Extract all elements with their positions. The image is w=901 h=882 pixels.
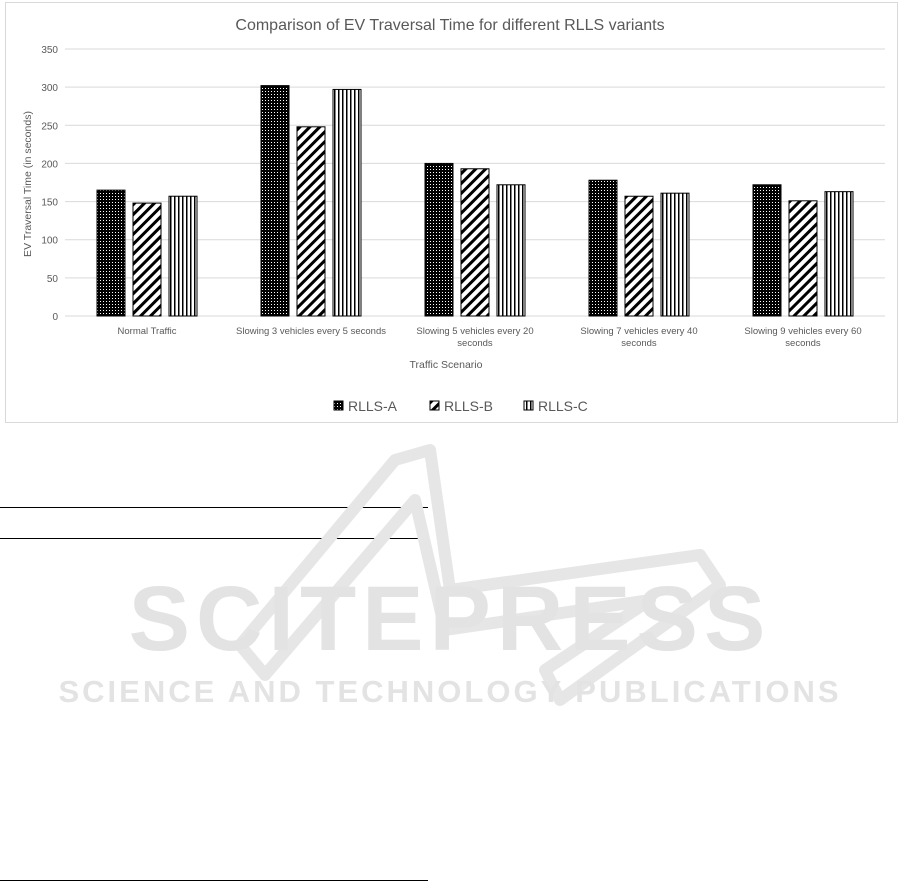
y-tick-label: 350 [41,45,58,56]
bar-rlls-a [425,163,453,316]
x-tick-label: Normal Traffic [117,326,177,337]
bar-rlls-c [333,89,361,316]
y-tick-label: 0 [52,312,58,323]
bar-rlls-c [661,193,689,316]
chart-frame [5,2,898,423]
bar-rlls-c [825,192,853,316]
y-tick-label: 100 [41,235,58,247]
legend-label: RLLS-B [444,398,494,414]
bar-rlls-c [497,185,525,316]
bar-rlls-c [169,196,197,316]
bar-rlls-a [97,190,125,316]
watermark-subtitle: SCIENCE AND TECHNOLOGY PUBLICATIONS [58,674,842,709]
y-tick-label: 300 [41,83,58,95]
x-tick-label: Slowing 9 vehicles every 60 [744,326,862,337]
bar-rlls-b [789,201,817,316]
y-tick-label: 200 [41,159,58,171]
y-tick-label: 250 [41,121,58,133]
table-bottom-rule [0,880,428,881]
x-tick-label: Slowing 3 vehicles every 5 seconds [236,326,386,337]
y-axis-label: EV Traversal Time (in seconds) [22,111,34,257]
y-tick-label: 150 [41,197,58,209]
bar-rlls-b [625,196,653,316]
bar-rlls-a [753,185,781,316]
bar-rlls-a [589,180,617,316]
legend-label: RLLS-A [348,398,398,414]
x-tick-label: Slowing 5 vehicles every 20 [416,326,534,337]
scitepress-watermark [0,440,901,780]
x-axis-label: Traffic Scenario [409,359,483,371]
y-tick-labels [41,45,58,323]
legend-swatch-rlls-a [334,401,343,410]
legend [334,398,588,414]
legend-swatch-rlls-b [430,401,439,410]
x-tick-label: seconds [621,338,657,349]
chart-title: Comparison of EV Traversal Time for different RLLS variants [235,17,665,34]
x-tick-labels [118,326,862,349]
legend-label: RLLS-C [538,398,588,414]
bar-rlls-b [461,169,489,316]
y-tick-label: 50 [46,273,58,285]
x-tick-label: seconds [457,338,493,349]
bar-rlls-a [261,86,289,316]
watermark-title: SCITEPRESS [128,568,772,670]
x-tick-label: seconds [785,338,821,349]
bars [97,86,853,316]
bar-rlls-b [133,203,161,316]
x-tick-label: Slowing 7 vehicles every 40 [580,326,698,337]
bar-rlls-b [297,127,325,316]
bar-chart [6,3,899,424]
legend-swatch-rlls-c [524,401,533,410]
